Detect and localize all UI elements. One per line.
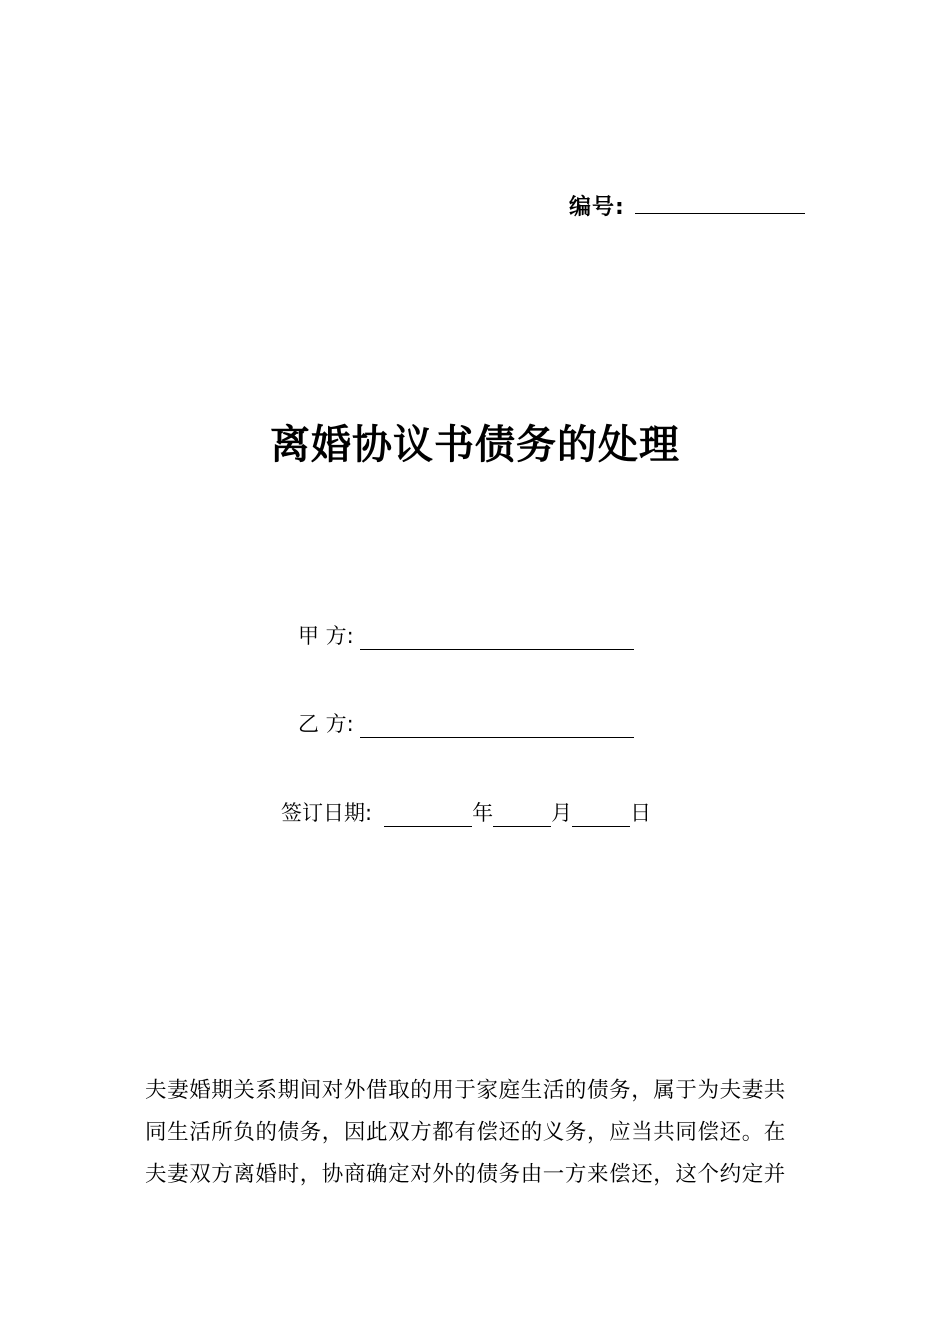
body-line: 夫妻双方离婚时，协商确定对外的债务由一方来偿还，这个约定并 — [145, 1162, 786, 1187]
body-line: 同生活所负的债务，因此双方都有偿还的义务，应当共同偿还。在 — [145, 1120, 786, 1145]
day-label: 日 — [630, 801, 652, 825]
signing-date-row — [281, 797, 651, 827]
party-b-blank[interactable] — [360, 715, 634, 738]
document-number-blank[interactable] — [635, 193, 805, 214]
document-number-label: 编号: — [569, 195, 625, 220]
month-blank[interactable] — [493, 804, 551, 827]
year-blank[interactable] — [384, 804, 472, 827]
party-a-blank[interactable] — [360, 627, 634, 650]
party-a-row — [298, 620, 634, 650]
day-blank[interactable] — [572, 804, 630, 827]
year-label: 年 — [472, 801, 494, 825]
party-b-label: 乙 方: — [298, 712, 354, 736]
document-number — [569, 190, 805, 221]
party-a-label: 甲 方: — [298, 624, 354, 648]
document-title: 离婚协议书债务的处理 — [270, 422, 680, 468]
party-b-row — [298, 708, 634, 738]
body-paragraph — [145, 1070, 807, 1196]
month-label: 月 — [551, 801, 573, 825]
body-line: 夫妻婚期关系期间对外借取的用于家庭生活的债务，属于为夫妻共 — [145, 1078, 786, 1103]
signing-date-label: 签订日期: — [281, 801, 373, 825]
